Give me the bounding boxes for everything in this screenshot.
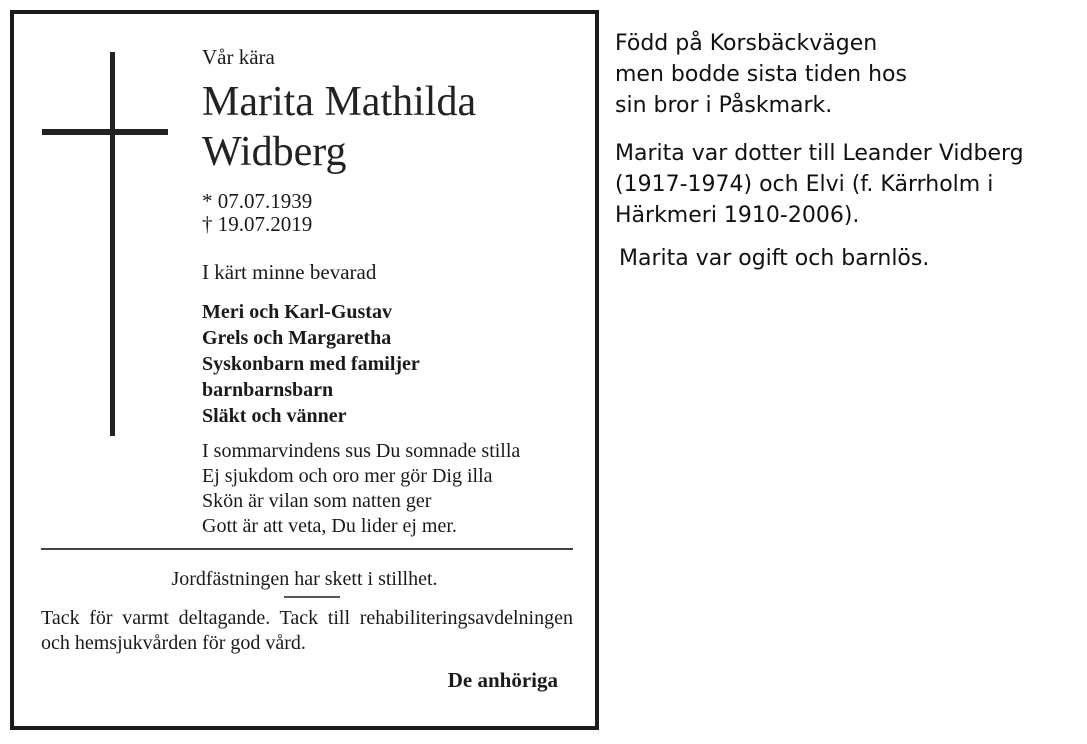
cross-vertical-bar (110, 52, 115, 436)
divider-line (41, 548, 573, 550)
mourner-line: Syskonbarn med familjer (202, 353, 420, 375)
life-dates (202, 190, 312, 236)
intro-text: Vår kära (202, 45, 275, 69)
cross-horizontal-bar (42, 129, 168, 135)
side-note-line: Marita var dotter till Leander Vidberg (615, 141, 1024, 166)
mourner-line: barnbarnsbarn (202, 379, 334, 401)
side-note-parents (615, 138, 1024, 231)
signature: De anhöriga (447, 668, 558, 692)
side-note-family (619, 243, 929, 274)
side-note-line: men bodde sista tiden hos (615, 62, 907, 87)
poem-line: Gott är att veta, Du lider ej mer. (202, 515, 457, 537)
mourner-line: Grels och Margaretha (202, 327, 392, 349)
side-note-line: Född på Korsbäckvägen (615, 31, 878, 56)
short-divider (284, 596, 340, 598)
memory-text: I kärt minne bevarad (202, 260, 377, 284)
deceased-name (202, 77, 476, 177)
death-date: † 19.07.2019 (202, 212, 313, 236)
memorial-poem (202, 439, 520, 539)
side-note-line: (1917-1974) och Elvi (f. Kärrholm i (615, 172, 994, 197)
obituary-notice (10, 10, 599, 730)
side-note-residence (615, 28, 907, 121)
name-line-1: Marita Mathilda (202, 79, 477, 125)
poem-line: I sommarvindens sus Du somnade stilla (202, 440, 521, 462)
burial-notice: Jordfästningen har skett i stillhet. (171, 568, 438, 590)
poem-line: Skön är vilan som natten ger (202, 490, 432, 512)
mourner-line: Släkt och vänner (202, 405, 347, 427)
side-note-line: Härkmeri 1910-2006). (615, 203, 860, 228)
birth-date: * 07.07.1939 (202, 189, 313, 213)
name-line-2: Widberg (202, 129, 347, 175)
thanks-text: Tack för varmt deltagande. Tack till rehabiliteringsavdelningen och hemsjukvården för god vård. (41, 607, 573, 654)
mourners-list (202, 299, 420, 429)
side-note-line: Marita var ogift och barnlös. (619, 246, 930, 271)
poem-line: Ej sjukdom och oro mer gör Dig illa (202, 465, 493, 487)
side-note-line: sin bror i Påskmark. (615, 93, 833, 118)
mourner-line: Meri och Karl-Gustav (202, 301, 392, 323)
